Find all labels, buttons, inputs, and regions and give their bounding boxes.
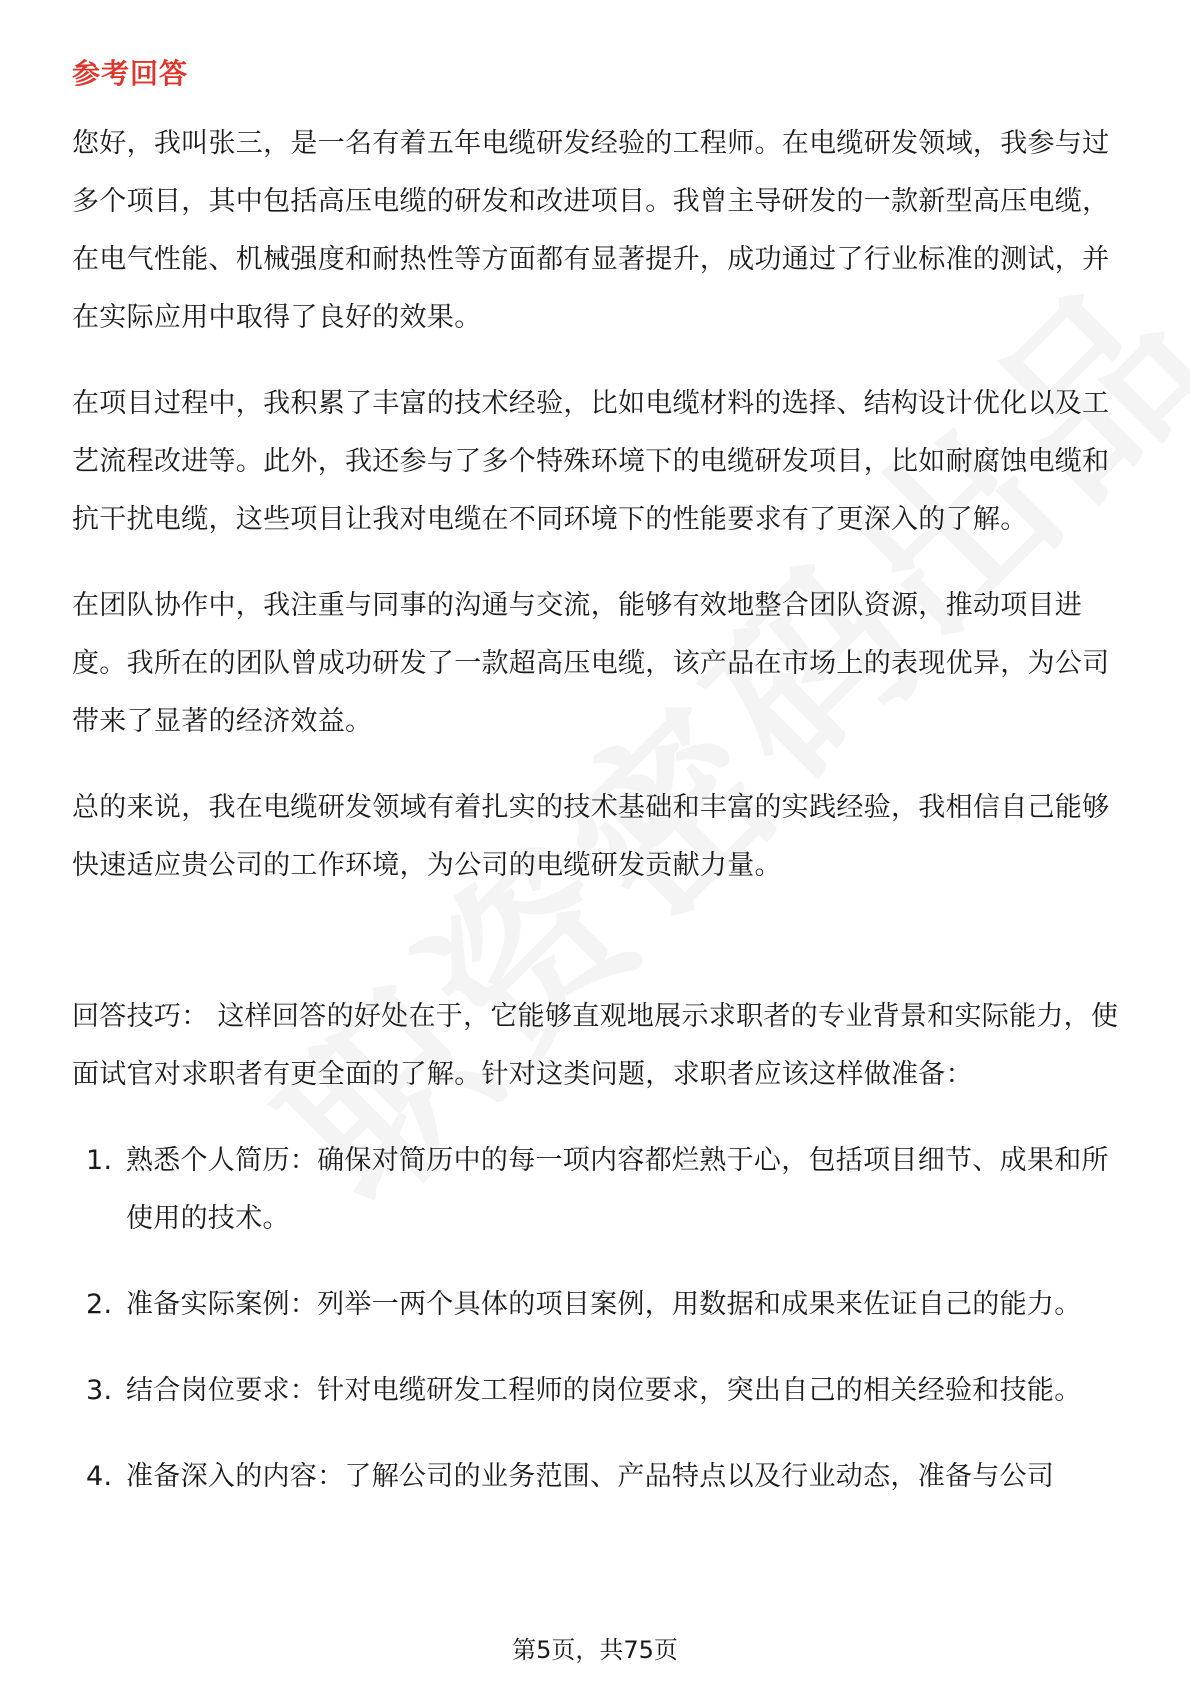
- tips-intro: 回答技巧： 这样回答的好处在于，它能够直观地展示求职者的专业背景和实际能力，使面试官对求职者有更全面的了解。针对这类问题，求职者应该这样做准备：: [72, 1001, 1119, 1090]
- list-number: 3.: [86, 1375, 113, 1406]
- list-item: [72, 1276, 1122, 1334]
- list-item-text: 准备深入的内容：了解公司的业务范围、产品特点以及行业动态，准备与公司: [126, 1461, 1055, 1492]
- list-item-text: 熟悉个人简历：确保对简历中的每一项内容都烂熟于心，包括项目细节、成果和所使用的技术。: [126, 1145, 1109, 1234]
- list-number: 2.: [86, 1289, 113, 1320]
- list-number: 4.: [86, 1461, 113, 1492]
- answer-paragraph: 在团队协作中，我注重与同事的沟通与交流，能够有效地整合团队资源，推动项目进度。我所在的团队曾成功研发了一款超高压电缆，该产品在市场上的表现优异，为公司带来了显著的经济效益。: [72, 590, 1110, 737]
- answer-paragraph: 在项目过程中，我积累了丰富的技术经验，比如电缆材料的选择、结构设计优化以及工艺流程改进等。此外，我还参与了多个特殊环境下的电缆研发项目，比如耐腐蚀电缆和抗干扰电缆，这些项目让我对电缆在不同环境下的性能要求有了更深入的了解。: [72, 388, 1110, 535]
- list-item: [72, 1132, 1122, 1248]
- list-number: 1.: [86, 1145, 113, 1176]
- list-item: [72, 1448, 1122, 1506]
- list-item-text: 结合岗位要求：针对电缆研发工程师的岗位要求，突出自己的相关经验和技能。: [126, 1375, 1082, 1406]
- answer-paragraph: 总的来说，我在电缆研发领域有着扎实的技术基础和丰富的实践经验，我相信自己能够快速适应贵公司的工作环境，为公司的电缆研发贡献力量。: [72, 792, 1110, 881]
- tips-list: [72, 1132, 1122, 1534]
- page-number: 第5页，共75页: [512, 1636, 678, 1664]
- answer-body: [72, 115, 1122, 923]
- list-item: [72, 1362, 1122, 1420]
- answer-paragraph: 您好，我叫张三，是一名有着五年电缆研发经验的工程师。在电缆研发领域，我参与过多个项目，其中包括高压电缆的研发和改进项目。我曾主导研发的一款新型高压电缆，在电气性能、机械强度和耐热性等方面都有显著提升，成功通过了行业标准的测试，并在实际应用中取得了良好的效果。: [72, 128, 1110, 333]
- list-item-text: 准备实际案例：列举一两个具体的项目案例，用数据和成果来佐证自己的能力。: [126, 1289, 1082, 1320]
- section-heading: 参考回答: [72, 57, 189, 90]
